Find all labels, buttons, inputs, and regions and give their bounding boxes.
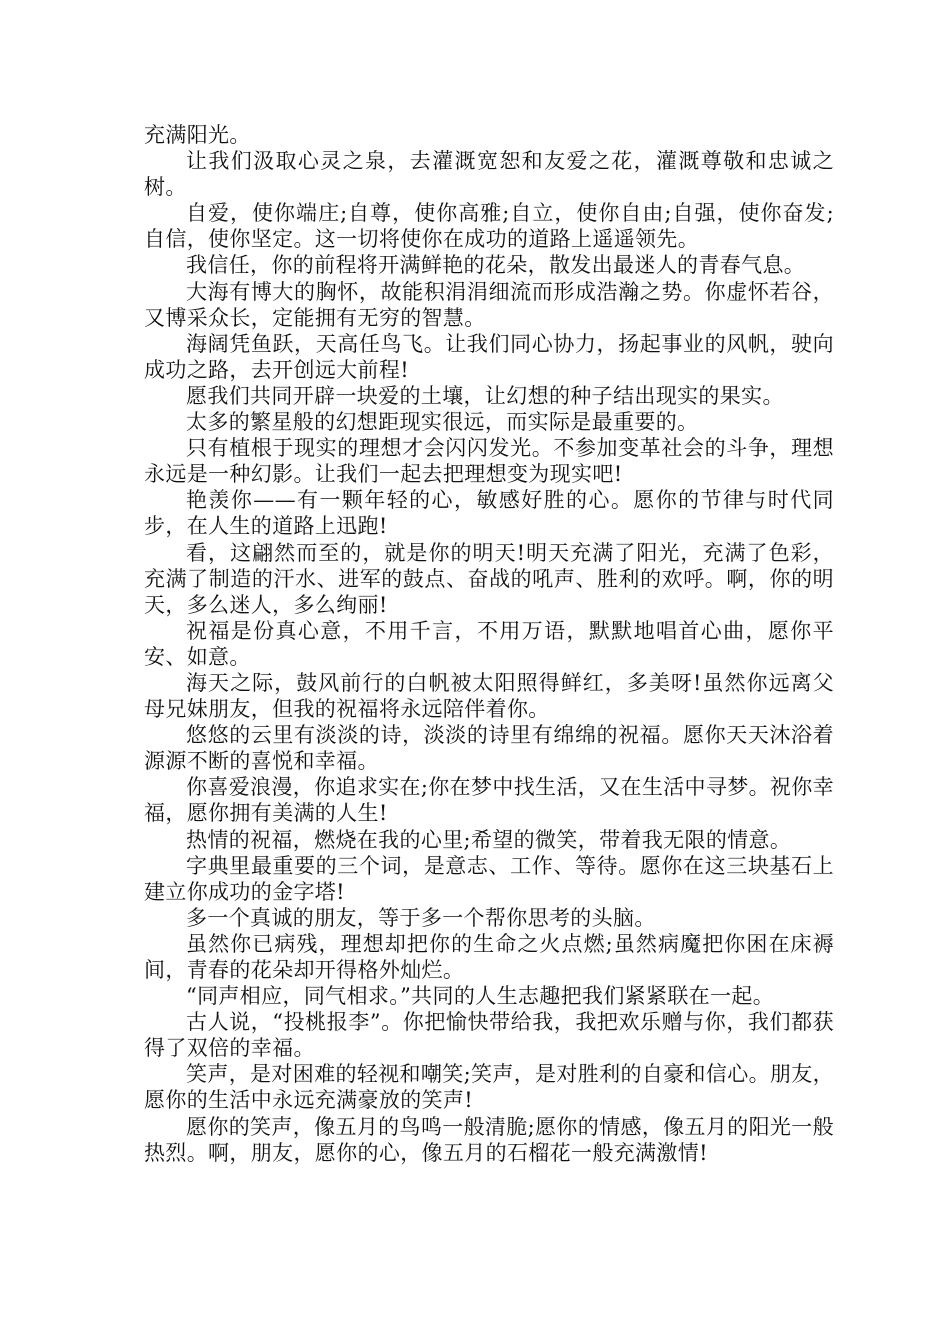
paragraph: 我信任，你的前程将开满鲜艳的花朵，散发出最迷人的青春气息。 — [186, 253, 806, 278]
paragraph: 笑声，是对困难的轻视和嘲笑;笑声，是对胜利的自豪和信心。朋友，愿你的生活中永远充满豪放的笑声! — [144, 1062, 834, 1113]
paragraph: 让我们汲取心灵之泉，去灌溉宽恕和友爱之花，灌溉尊敬和忠诚之树。 — [144, 149, 834, 200]
paragraph: 虽然你已病残，理想却把你的生命之火点燃;虽然病魔把你困在床褥间，青春的花朵却开得格外灿烂。 — [144, 931, 834, 982]
paragraph: 只有植根于现实的理想才会闪闪发光。不参加变革社会的斗争，理想永远是一种幻影。让我们一起去把理想变为现实吧! — [144, 436, 834, 487]
paragraph: 古人说，“投桃报李”。你把愉快带给我，我把欢乐赠与你，我们都获得了双倍的幸福。 — [144, 1010, 834, 1061]
paragraph: 海阔凭鱼跃，天高任鸟飞。让我们同心协力，扬起事业的风帆，驶向成功之路，去开创远大前程! — [144, 331, 834, 382]
paragraph: 自爱，使你端庄;自尊，使你高雅;自立，使你自由;自强，使你奋发;自信，使你坚定。这一切将使你在成功的道路上遥遥领先。 — [144, 201, 834, 252]
paragraph: 海天之际，鼓风前行的白帆被太阳照得鲜红，多美呀!虽然你远离父母兄妹朋友，但我的祝福将永远陪伴着你。 — [144, 670, 834, 722]
paragraph: 大海有博大的胸怀，故能积涓涓细流而形成浩瀚之势。你虚怀若谷，又博采众长，定能拥有无穷的智慧。 — [144, 279, 834, 330]
paragraph: 悠悠的云里有淡淡的诗，淡淡的诗里有绵绵的祝福。愿你天天沐浴着源源不断的喜悦和幸福。 — [144, 723, 834, 774]
paragraph: 字典里最重要的三个词，是意志、工作、等待。愿你在这三块基石上建立你成功的金字塔! — [144, 853, 834, 904]
paragraph: 愿我们共同开辟一块爱的土壤，让幻想的种子结出现实的果实。 — [186, 383, 784, 408]
document-body — [144, 122, 834, 1166]
paragraph: 愿你的笑声，像五月的鸟鸣一般清脆;愿你的情感，像五月的阳光一般热烈。啊，朋友，愿你的心，像五月的石榴花一般充满激情! — [144, 1114, 834, 1165]
paragraph: 你喜爱浪漫，你追求实在;你在梦中找生活，又在生活中寻梦。祝你幸福，愿你拥有美满的人生! — [144, 775, 834, 826]
paragraph: 太多的繁星般的幻想距现实很远，而实际是最重要的。 — [186, 410, 699, 435]
paragraph: 多一个真诚的朋友，等于多一个帮你思考的头脑。 — [186, 905, 656, 930]
paragraph: 充满阳光。 — [144, 123, 251, 147]
paragraph: 看，这翩然而至的，就是你的明天!明天充满了阳光，充满了色彩，充满了制造的汗水、进军的鼓点、奋战的吼声、胜利的欢呼。啊，你的明天，多么迷人，多么绚丽! — [144, 540, 834, 617]
paragraph: 祝福是份真心意，不用千言，不用万语，默默地唱首心曲，愿你平安、如意。 — [144, 618, 834, 669]
paragraph: 热情的祝福，燃烧在我的心里;希望的微笑，带着我无限的情意。 — [186, 827, 792, 852]
paragraph: 艳羡你——有一颗年轻的心，敏感好胜的心。愿你的节律与时代同步，在人生的道路上迅跑! — [144, 488, 834, 539]
paragraph: “同声相应，同气相求。”共同的人生志趣把我们紧紧联在一起。 — [186, 984, 775, 1009]
